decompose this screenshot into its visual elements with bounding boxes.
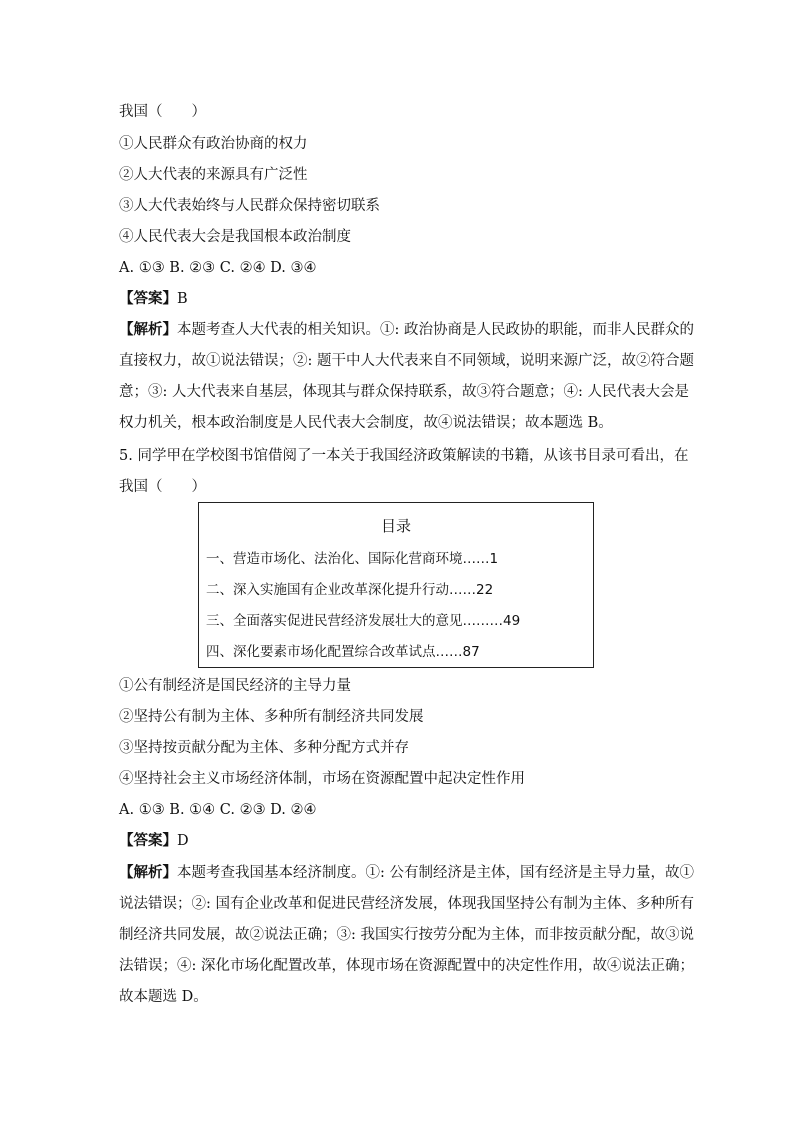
q5-answer-value: D xyxy=(177,833,189,849)
q5-stem-line-2: 我国（ ） xyxy=(119,479,206,495)
q5-option-3: ③坚持按贡献分配为主体、多种分配方式并存 xyxy=(119,740,409,756)
q4-stem-tail: 我国（ ） xyxy=(119,104,206,120)
q4-analysis-line-2: 直接权力，故①说法错误；②: 题干中人大代表来自不同领域，说明来源广泛，故②符合题 xyxy=(119,353,694,369)
q5-answer-label: 【答案】 xyxy=(119,832,177,849)
toc-item-1: 一、营造市场化、法治化、国际化营商环境……1 xyxy=(206,551,499,567)
q4-option-3: ③人大代表始终与人民群众保持密切联系 xyxy=(119,198,380,214)
q4-analysis-label: 【解析】 xyxy=(119,321,177,338)
q5-analysis-line-3: 制经济共同发展，故②说法正确；③: 我国实行按劳分配为主体，而非按贡献分配，故③说 xyxy=(119,927,694,943)
q5-choices: A. ①③ B. ①④ C. ②③ D. ②④ xyxy=(119,802,317,818)
q5-stem-line-1: 5. 同学甲在学校图书馆借阅了一本关于我国经济政策解读的书籍，从该书目录可看出，在 xyxy=(119,448,689,464)
q4-analysis-line-4: 权力机关，根本政治制度是人民代表大会制度，故④说法错误；故本题选 B。 xyxy=(119,415,613,431)
q4-answer xyxy=(119,289,679,309)
q4-option-4: ④人民代表大会是我国根本政治制度 xyxy=(119,229,351,245)
toc-item-4: 四、深化要素市场化配置综合改革试点……87 xyxy=(206,644,480,660)
toc-item-3: 三、全面落实促进民营经济发展壮大的意见………49 xyxy=(206,613,521,629)
q5-answer xyxy=(119,831,679,851)
q4-option-1: ①人民群众有政治协商的权力 xyxy=(119,136,308,152)
q5-analysis-line-4: 法错误；④: 深化市场化配置改革，体现市场在资源配置中的决定性作用，故④说法正确； xyxy=(119,958,694,974)
q5-analysis-line-5: 故本题选 D。 xyxy=(119,989,208,1005)
q4-answer-label: 【答案】 xyxy=(119,290,177,307)
q5-option-2: ②坚持公有制为主体、多种所有制经济共同发展 xyxy=(119,709,424,725)
q5-analysis-line-2: 说法错误；②: 国有企业改革和促进民营经济发展，体现我国坚持公有制为主体、多种所有 xyxy=(119,896,694,912)
q5-option-4: ④坚持社会主义市场经济体制，市场在资源配置中起决定性作用 xyxy=(119,771,525,787)
toc-title: 目录 xyxy=(380,517,411,535)
q4-analysis-text-1: 本题考查人大代表的相关知识。①: 政治协商是人民政协的职能，而非人民群众的 xyxy=(177,322,694,338)
table-of-contents-box xyxy=(198,502,594,668)
q5-analysis-line-1 xyxy=(119,863,694,883)
q5-analysis-text-1: 本题考查我国基本经济制度。①: 公有制经济是主体，国有经济是主导力量，故① xyxy=(177,865,694,881)
q4-analysis-line-1 xyxy=(119,320,694,340)
q4-answer-value: B xyxy=(177,291,188,307)
q4-analysis-line-3: 意；③: 人大代表来自基层，体现其与群众保持联系，故③符合题意；④: 人民代表大会是 xyxy=(119,384,689,400)
toc-item-2: 二、深入实施国有企业改革深化提升行动……22 xyxy=(206,582,494,598)
q4-choices: A. ①③ B. ②③ C. ②④ D. ③④ xyxy=(119,260,317,276)
q5-option-1: ①公有制经济是国民经济的主导力量 xyxy=(119,678,351,694)
q4-option-2: ②人大代表的来源具有广泛性 xyxy=(119,167,308,183)
q5-analysis-label: 【解析】 xyxy=(119,864,177,881)
